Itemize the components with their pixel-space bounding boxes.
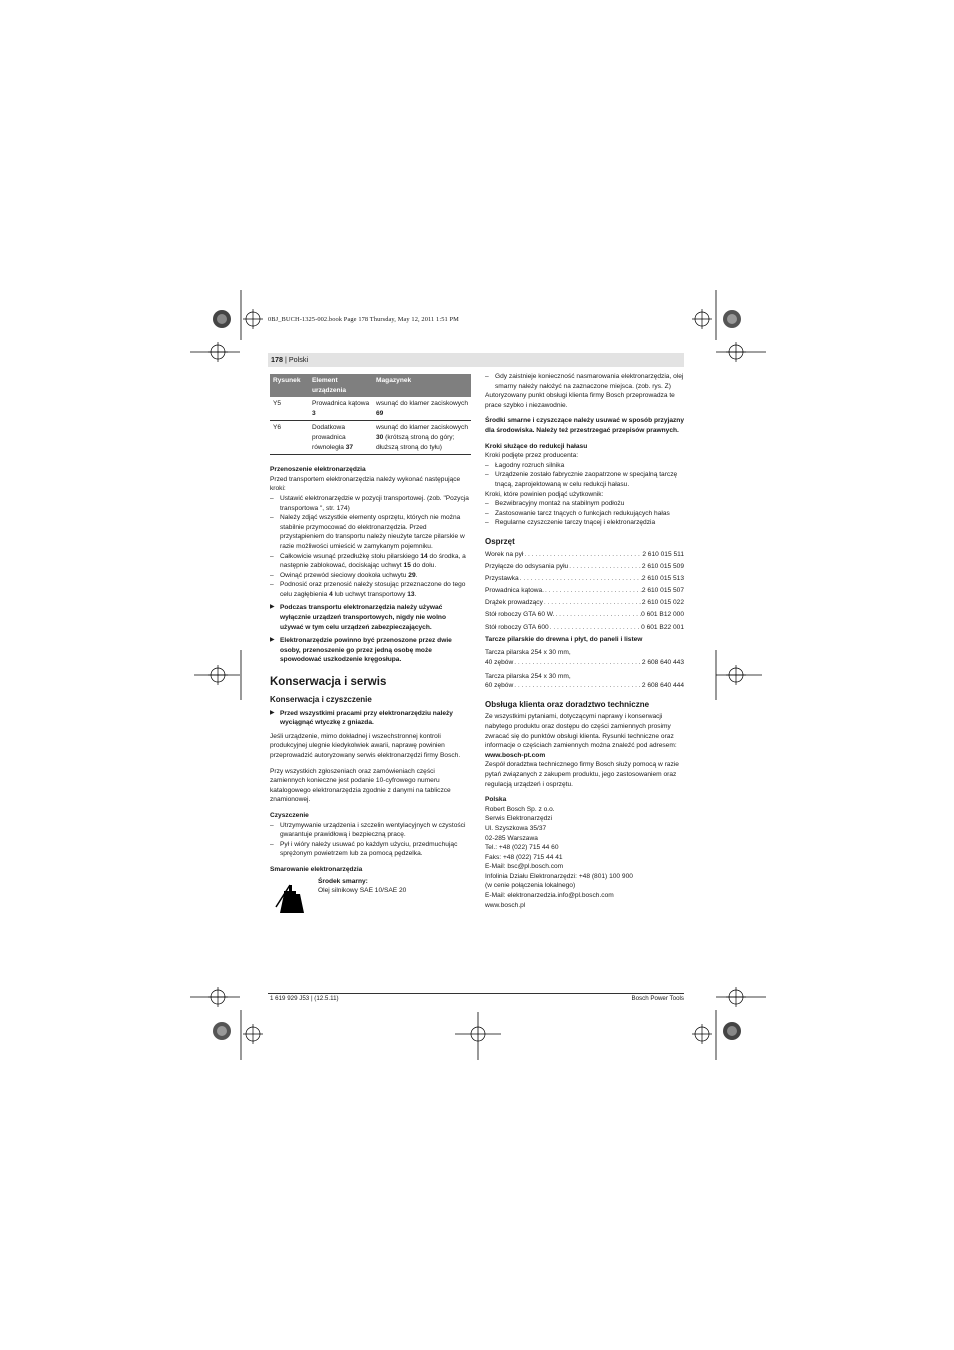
bullet-triangle-icon: ▶ bbox=[270, 637, 275, 644]
accessory-row bbox=[485, 610, 684, 620]
sheet-header: 0BJ_BUCH-1325-002.book Page 178 Thursday, May 12, 2011 1:51 PM bbox=[268, 316, 459, 323]
maintenance-title: Konserwacja i serwis bbox=[270, 676, 387, 689]
blades-list bbox=[485, 648, 684, 690]
blade-description: Tarcza pilarska 254 x 30 mm, bbox=[485, 672, 571, 680]
lubricant-label: Środek smarny: bbox=[318, 877, 368, 885]
transport-steps bbox=[270, 494, 471, 600]
table-header-figure: Rysunek bbox=[270, 374, 309, 397]
blade-description: Tarcza pilarska 254 x 30 mm, bbox=[485, 649, 571, 657]
list-item: – Urządzenie zostało fabrycznie zaopatrzone w specjalną tarczę tnącą, zaprojektowaną w celu redukcji hałasu. bbox=[485, 470, 684, 489]
table-header-storage: Magazynek bbox=[373, 374, 471, 397]
cell-storage: wsunąć do klamer zaciskowych 69 bbox=[373, 397, 471, 421]
support-text-2: Zespół doradztwa technicznego firmy Bosch służy pomocą w razie pytań związanych z zakupem produktu, jego zastosowaniem oraz regulacją urządzeń i osprzętu. bbox=[485, 761, 679, 788]
cell-storage: wsunąć do klamer zaciskowych 30 (krótszą stroną do góry; dłuższą stroną do tyłu) bbox=[373, 421, 471, 455]
support-text: Ze wszystkimi pytaniami, dotyczącymi naprawy i konserwacji nabytego produktu oraz dostępu do części zamiennych prosimy zwracać się do punktów obsługi klienta. Rysunki techniczne oraz informacje o częściach zamiennych można znaleźć pod adresem: bbox=[485, 713, 677, 750]
service-note: Autoryzowany punkt obsługi klienta firmy Bosch przeprowadza te prace szybko i niezawodnie. bbox=[485, 392, 675, 409]
dot-leader bbox=[555, 610, 642, 620]
page-number: 178 bbox=[271, 355, 283, 364]
address-line: Infolinia Działu Elektronarzędzi: +48 (801) 100 900 bbox=[485, 872, 633, 880]
warning-item: ▶ Elektronarzędzie powinno być przenoszone przez dwie osoby, przenoszenie go przez jedną osobę może spowodować uszkodzenie kręgosłupa. bbox=[270, 637, 452, 664]
accessory-code: 2 610 015 022 bbox=[641, 599, 684, 607]
country-title: Polska bbox=[485, 796, 507, 804]
page-bar: 178 | Polski bbox=[268, 353, 684, 367]
accessory-row bbox=[485, 623, 684, 633]
address-line: www.bosch.pl bbox=[485, 901, 526, 909]
oil-can-icon bbox=[270, 877, 310, 915]
left-column bbox=[270, 374, 471, 915]
dot-leader bbox=[549, 623, 641, 633]
list-item: – Utrzymywanie urządzenia i szczelin wentylacyjnych w czystości gwarantuje prawidłową i bezpieczną pracę. bbox=[270, 821, 471, 840]
table-row bbox=[270, 397, 471, 421]
accessory-name: Stół roboczy GTA 60 W. bbox=[485, 611, 555, 619]
dot-leader bbox=[523, 550, 642, 560]
cleaning-title: Czyszczenie bbox=[270, 811, 309, 819]
list-item: – Zastosowanie tarcz tnących o funkcjach redukujących hałas bbox=[485, 509, 684, 519]
list-item: – Ustawić elektronarzędzie w pozycji transportowej. (zob. "Pozycja transportowa ", str. 174) bbox=[270, 494, 471, 513]
address-line: E-Mail: bsc@pl.bosch.com bbox=[485, 863, 564, 871]
noise-user-steps bbox=[485, 499, 684, 528]
transport-intro: Przed transportem elektronarzędzia należy wykonać następujące kroki: bbox=[270, 475, 461, 493]
bullet-triangle-icon: ▶ bbox=[270, 604, 275, 611]
list-item: – Regularne czyszczenie tarczy tnącej i elektronarzędzia bbox=[485, 518, 684, 528]
transport-warnings bbox=[270, 603, 471, 665]
unplug-warning: ▶ Przed wszystkimi pracami przy elektronarzędziu należy wyciągnąć wtyczkę z gniazda. bbox=[270, 709, 453, 727]
cell-figure: Y6 bbox=[270, 421, 309, 455]
bullet-triangle-icon: ▶ bbox=[270, 709, 275, 716]
blade-name: 40 zębów bbox=[485, 659, 514, 666]
accessory-row bbox=[485, 574, 684, 584]
support-url[interactable]: www.bosch-pt.com bbox=[485, 751, 546, 759]
table-header-element: Element urządzenia bbox=[309, 374, 373, 397]
blade-row bbox=[485, 681, 684, 691]
address-line: Serwis Elektronarzędzi bbox=[485, 815, 553, 823]
footer-brand: Bosch Power Tools bbox=[631, 995, 684, 1002]
dot-leader bbox=[568, 562, 642, 572]
list-item: – Pył i wióry należy usuwać po każdym użyciu, przedmuchując sprężonym powietrzem lub za pomocą pędzelka. bbox=[270, 840, 471, 859]
blade-code: 2 608 640 443 bbox=[641, 659, 684, 666]
dot-leader bbox=[513, 681, 642, 691]
address-line: E-Mail: elektronarzedzia.info@pl.bosch.com bbox=[485, 892, 614, 900]
blades-title: Tarcze pilarskie do drewna i płyt, do paneli i listew bbox=[485, 635, 643, 643]
lubricant-value: Olej silnikowy SAE 10/SAE 20 bbox=[318, 887, 407, 895]
noise-user-intro: Kroki, które powinien podjąć użytkownik: bbox=[485, 490, 604, 498]
cell-figure: Y5 bbox=[270, 397, 309, 421]
accessory-code: 2 610 015 511 bbox=[642, 550, 684, 558]
accessories-title: Osprzęt bbox=[485, 536, 515, 546]
blade-code: 2 608 640 444 bbox=[641, 682, 684, 690]
table-row bbox=[270, 421, 471, 455]
lubrication-step: – Gdy zaistnieje konieczność nasmarowania elektronarzędzia, olej smarny należy nałożyć na zaznaczone miejsca. (zob. rys. Z) bbox=[485, 372, 684, 391]
maintenance-subtitle: Konserwacja i czyszczenie bbox=[270, 695, 372, 705]
dot-leader bbox=[519, 574, 642, 584]
accessory-name: Worek na pył bbox=[485, 550, 524, 558]
address-line: (w cenie połączenia lokalnego) bbox=[485, 882, 576, 890]
lubricant-info bbox=[270, 877, 471, 915]
cleaning-steps bbox=[270, 821, 471, 859]
dot-leader bbox=[543, 598, 642, 608]
list-item: – Bezwibracyjny montaż na stabilnym podłożu bbox=[485, 499, 684, 509]
list-item: – Należy zdjąć wszystkie elementy osprzętu, których nie można stabilnie przymocować do elektronarzędzia. Przed przystąpieniem do transportu należy nieużyte tarcze pilarskie w razie możliwości umieścić w zamykanym pojemniku. bbox=[270, 513, 471, 551]
accessory-row bbox=[485, 550, 684, 560]
dot-leader bbox=[513, 658, 642, 668]
address-line: Tel.: +48 (022) 715 44 60 bbox=[485, 844, 559, 852]
address-line: Ul. Szyszkowa 35/37 bbox=[485, 824, 547, 832]
accessory-code: 2 610 015 509 bbox=[641, 562, 684, 570]
spare-parts-paragraph: Przy wszystkich zgłoszeniach oraz zamówieniach części zamiennych konieczne jest podanie 10-cyfrowego numeru katalogowego elektronarzędzia zgodnie z danymi na tabliczce znamionowej. bbox=[270, 767, 451, 804]
service-address bbox=[485, 805, 684, 911]
transport-title: Przenoszenie elektronarzędzia bbox=[270, 466, 366, 474]
accessory-row bbox=[485, 598, 684, 608]
accessory-row bbox=[485, 586, 684, 596]
list-item: – Łagodny rozruch silnika bbox=[485, 461, 684, 471]
accessory-name: Prowadnica kątowa. bbox=[485, 587, 545, 595]
noise-manufacturer-steps bbox=[485, 461, 684, 490]
repair-paragraph: Jeśli urządzenie, mimo dokładnej i wszechstronnej kontroli produkcyjnej ulegnie kiedykolwiek awarii, naprawę powinien przeprowadzić autoryzowany serwis elektronarzędzi firmy Bosch. bbox=[270, 732, 461, 759]
page-language: Polski bbox=[288, 355, 309, 364]
support-title: Obsługa klienta oraz doradztwo techniczne bbox=[485, 699, 650, 709]
noise-title: Kroki służące do redukcji hałasu bbox=[485, 442, 588, 450]
noise-manufacturer-intro: Kroki podjęte przez producenta: bbox=[485, 452, 579, 460]
cell-element: Prowadnica kątowa 3 bbox=[309, 397, 373, 421]
blade-name: 60 zębów bbox=[485, 682, 514, 690]
blade-row bbox=[485, 658, 684, 668]
address-line: Faks: +48 (022) 715 44 41 bbox=[485, 853, 563, 861]
footer-divider bbox=[268, 993, 684, 994]
accessory-name: Stół roboczy GTA 600 bbox=[485, 623, 549, 631]
accessory-name: Drążek prowadzący bbox=[485, 599, 543, 607]
accessory-code: 0 601 B22 001 bbox=[641, 623, 684, 631]
accessory-code: 2 610 015 513 bbox=[641, 574, 684, 582]
warning-item: ▶ Podczas transportu elektronarzędzia należy używać wyłącznie urządzeń transportowych, nigdy nie wolno używać w tym celu urządzeń zabezpieczających. bbox=[270, 604, 446, 631]
lubrication-title: Smarowanie elektronarzędzia bbox=[270, 865, 363, 873]
accessory-name: Przystawka bbox=[485, 574, 519, 582]
storage-table bbox=[270, 374, 471, 455]
accessory-code: 0 601 B12 000 bbox=[641, 611, 684, 619]
cell-element: Dodatkowa prowadnica równoległa 37 bbox=[309, 421, 373, 455]
address-line: Robert Bosch Sp. z o.o. bbox=[485, 805, 555, 813]
footer-doc-number: 1 619 929 J53 | (12.5.11) bbox=[270, 995, 339, 1002]
accessory-name: Przyłącze do odsysania pyłu bbox=[485, 562, 569, 570]
accessory-row bbox=[485, 562, 684, 572]
accessory-code: 2 610 015 507 bbox=[641, 587, 684, 595]
right-column bbox=[485, 372, 684, 910]
address-line: 02-285 Warszawa bbox=[485, 834, 538, 842]
list-item: – Owinąć przewód sieciowy dookoła uchwytu 29. bbox=[270, 571, 471, 581]
list-item: – Podnosić oraz przenosić należy stosując przeznaczone do tego celu zagłębienia 4 lub uchwyt transportowy 13. bbox=[270, 580, 471, 599]
environment-note: Środki smarne i czyszczące należy usuwać w sposób przyjazny dla środowiska. Należy też przestrzegać przepisów prawnych. bbox=[485, 417, 684, 434]
list-item: – Całkowicie wsunąć przedłużkę stołu pilarskiego 14 do środka, a następnie zablokować, dociskając uchwyt 15 do dołu. bbox=[270, 552, 471, 571]
accessories-list bbox=[485, 550, 684, 633]
dot-leader bbox=[544, 586, 642, 596]
